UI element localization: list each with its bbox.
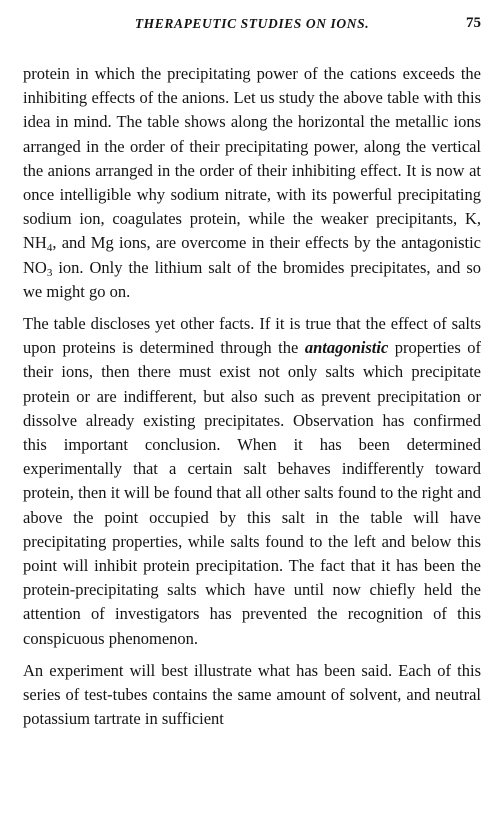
paragraph-1-text-b: , and Mg ions, are overcome in their effects by the antagonistic NO [23, 233, 481, 277]
paragraph-2-text-b: properties of their ions, then there must exist not only salts which precipitate protein or are indifferent, but also such as prevent precipitation or dissolve already existing precipitates. Observation has confirmed this important conclusion. When it has been determined experimentally that a certain salt behaves indifferently toward protein, then it will be found that all other salts found to the right and above the point occupied by this salt in the table will have precipitating properties, while salts found to the left and below this point will inhibit protein precipitation. The fact that it has been the protein-precipitating salts which have until now chiefly held the attention of investigators has prevented the recognition of this conspicuous phenomenon. [23, 338, 481, 648]
page-header [23, 12, 481, 42]
paragraph-1-text-a: protein in which the precipitating power of the cations exceeds the inhibiting effects of the anions. Let us study the above table with this idea in mind. The table shows along the horizontal the metallic ions arranged in the order of their precipitating power, along the vertical the anions arranged in the order of their inhibiting effect. It is now at once intelligible why sodium nitrate, with its powerful precipitating sodium ion, coagulates protein, while the weaker precipitants, K, NH [23, 64, 481, 253]
subscript-no3: 3 [46, 266, 53, 279]
body-text [23, 62, 481, 731]
paragraph-2-text-a: The table discloses yet other facts. If it is true that the effect of salts upon proteins is determined through the [23, 314, 481, 358]
page-number: 75 [466, 15, 481, 31]
paragraph-2 [23, 312, 481, 651]
running-title: THERAPEUTIC STUDIES ON IONS. [134, 16, 370, 31]
book-page [23, 12, 481, 731]
paragraph-3-text: An experiment will best illustrate what has been said. Each of this series of test-tubes contains the same amount of solvent, and neutral potassium tartrate in sufficient [23, 660, 481, 729]
paragraph-1-text-c: ion. Only the lithium salt of the bromides precipitates, and so we might go on. [23, 257, 481, 301]
emphasis-antagonistic: antagonistic [304, 338, 389, 358]
paragraph-3 [23, 659, 481, 732]
paragraph-1 [23, 62, 481, 304]
subscript-nh4: 4 [46, 242, 53, 255]
